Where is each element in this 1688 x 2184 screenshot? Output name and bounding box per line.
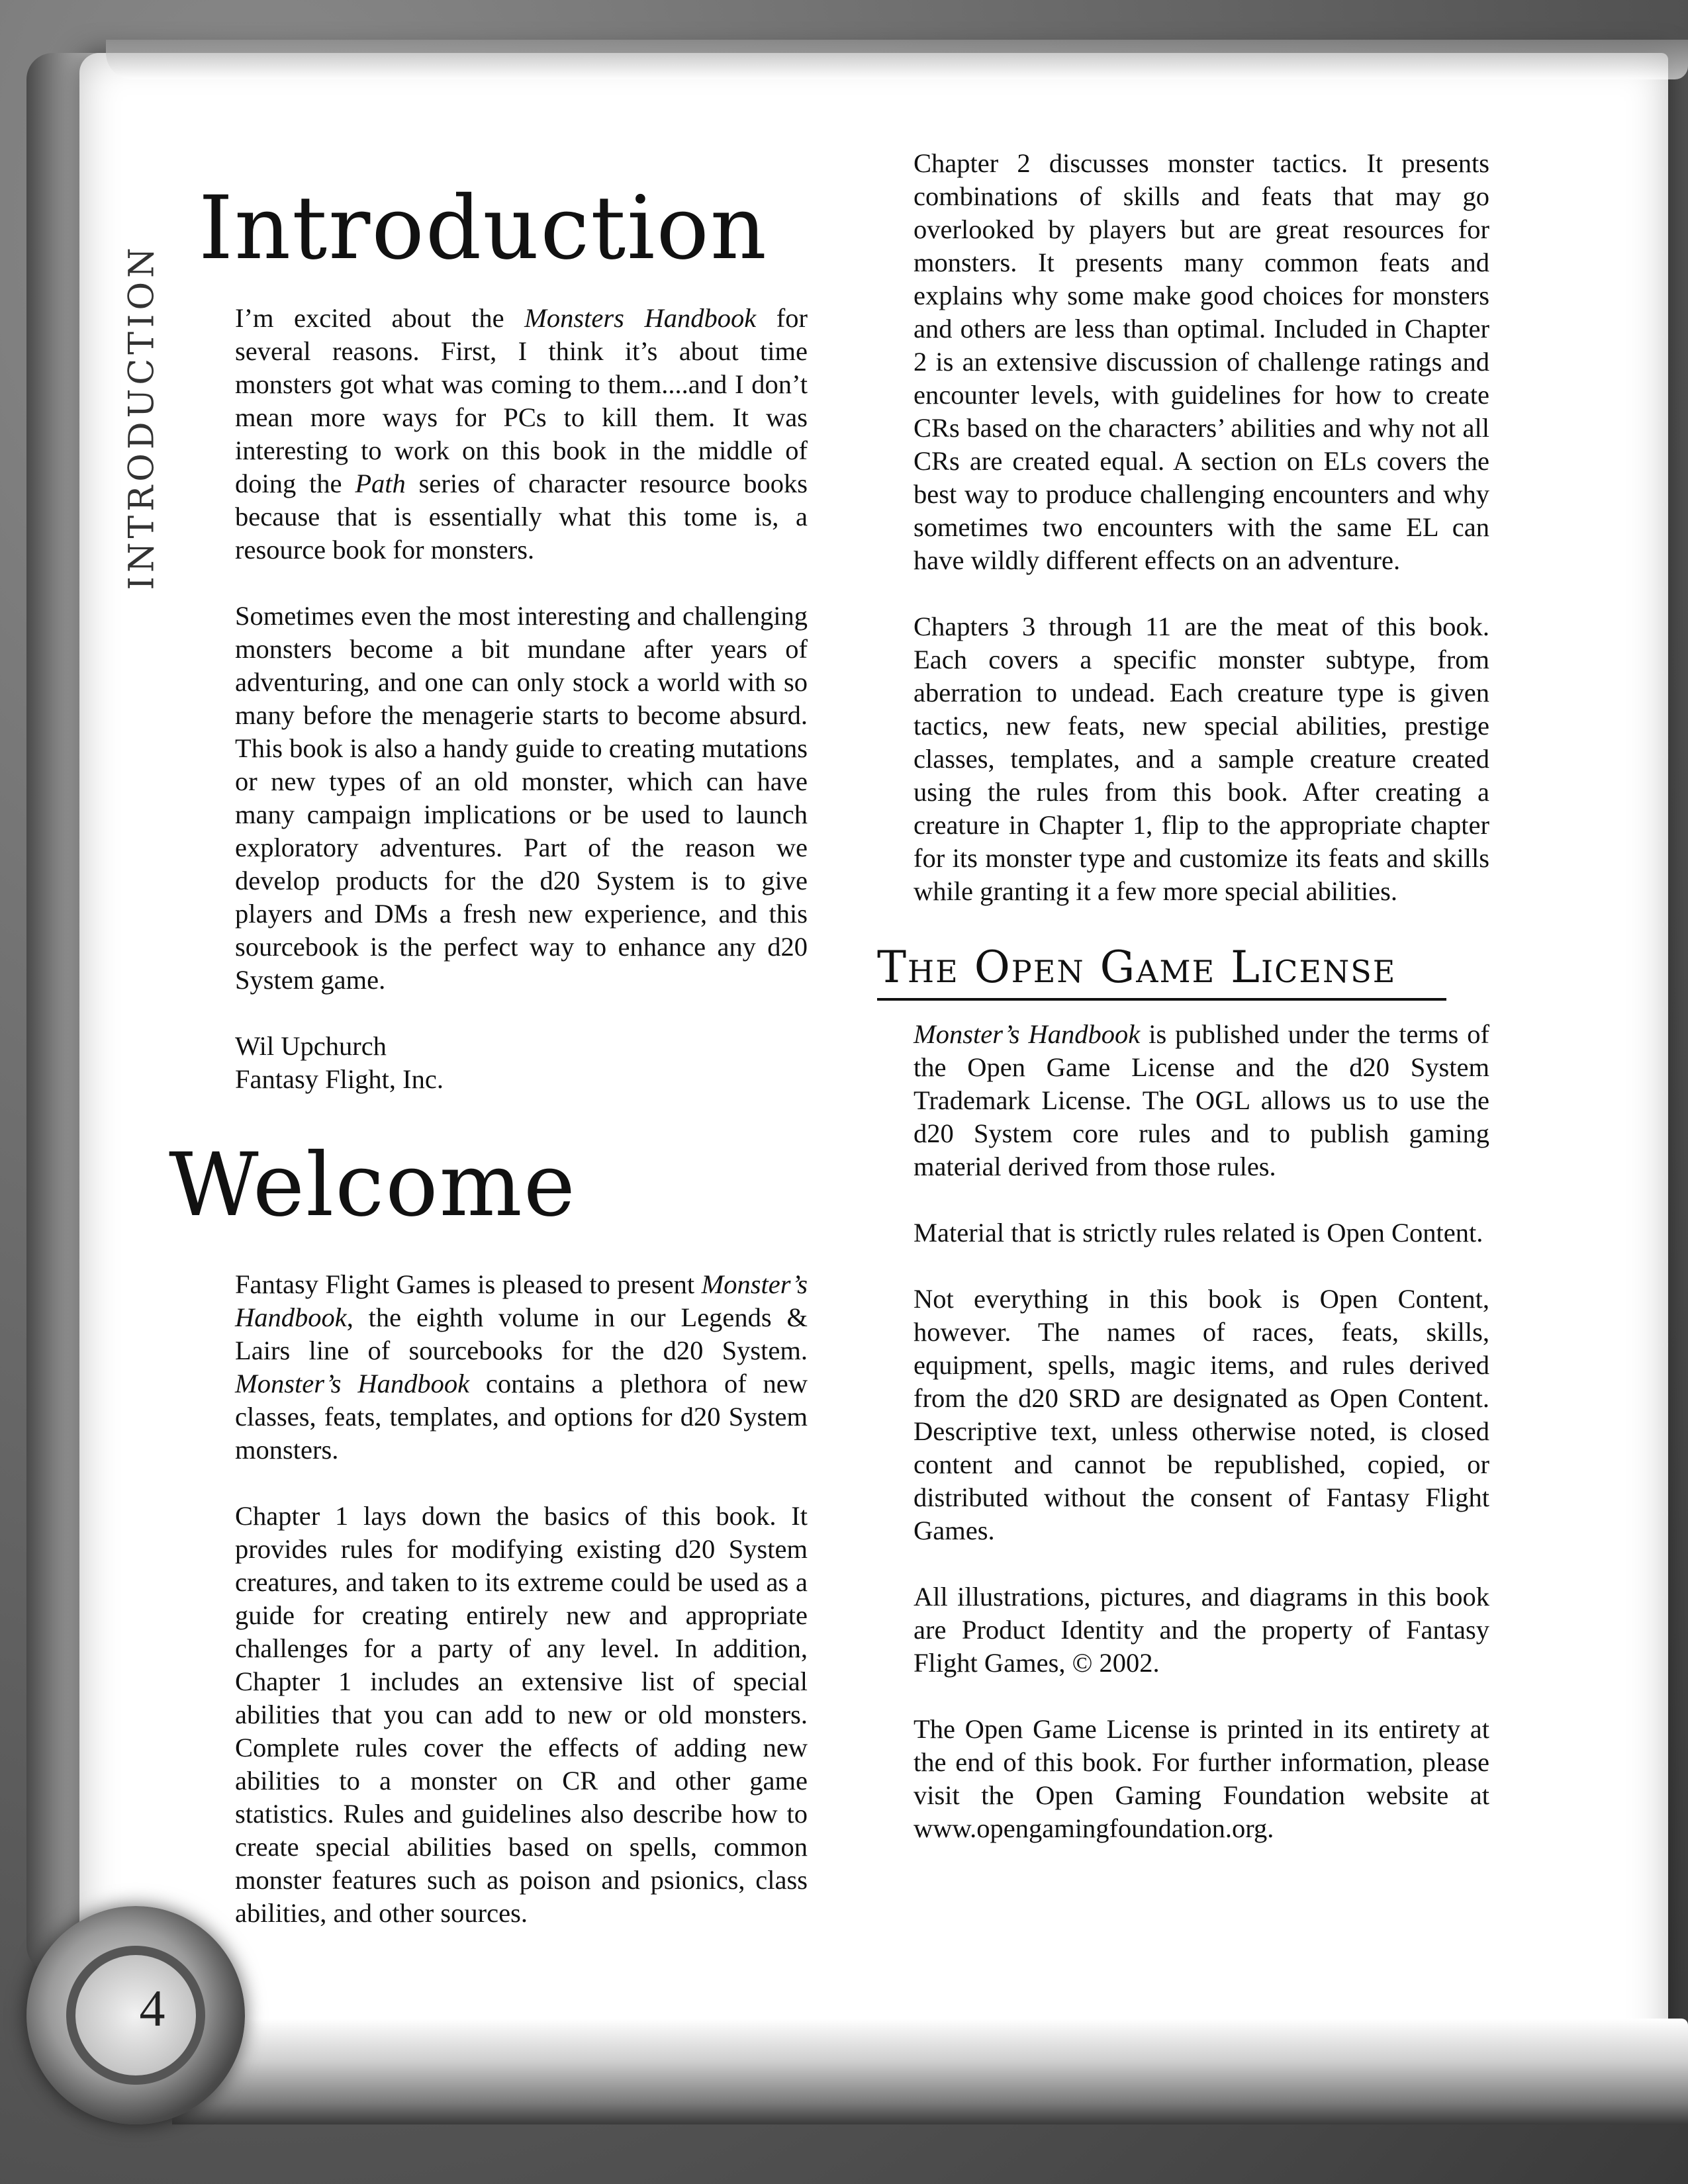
ogl-paragraph-4: All illustrations, pictures, and diagrams in this book are Product Identity and the property of Fantasy Flight Games, © 2002.	[914, 1582, 1489, 1678]
welcome-paragraph-2: Chapter 1 lays down the basics of this book. It provides rules for modifying existing d20 System creatures, and taken to its extreme could be used as a guide for creating entirely new and appropriate challenges for a party of any level. In addition, Chapter 1 includes an extensive list of special abilities that you can add to new or old monsters. Complete rules cover the effects of adding new abilities to a monster on CR and other game statistics. Rules and guidelines also describe how to create special abilities based on spells, common monster features such as poison and psionics, class abilities, and other sources.	[235, 1501, 808, 1928]
ogl-paragraph-3: Not everything in this book is Open Content, however. The names of races, feats, skills, equipment, spells, magic items, and rules derived from the d20 SRD are designated as Open Content. Descriptive text, unless otherwise noted, is closed content and cannot be republished, copied, or distributed without the consent of Fantasy Flight Games.	[914, 1284, 1489, 1545]
intro-paragraph-2: Sometimes even the most interesting and challenging monsters become a bit mundane after years of adventuring, and one can only stock a world with so many before the menagerie starts to become absurd. This book is also a handy guide to creating mutations or new types of an old monster, which can have many campaign implications or be used to launch exploratory adventures. Part of the reason we develop products for the d20 System is to give players and DMs a fresh new experience, and this sourcebook is the perfect way to enhance any d20 System game.	[235, 601, 808, 995]
intro-paragraph-1: I’m excited about the Monsters Handbook for several reasons. First, I think it’s about time monsters got what was coming to them....and I don’t mean more ways for PCs to kill them. It was interesting to work on this book in the middle of doing the Path series of character resource books because that is essentially what this tome is, a resource book for monsters.	[235, 303, 808, 565]
torn-top-edge	[106, 40, 1688, 79]
welcome-heading: Welcome	[169, 1134, 577, 1236]
ogl-paragraph-2: Material that is strictly rules related is Open Content.	[914, 1218, 1483, 1248]
signature-company: Fantasy Flight, Inc.	[235, 1064, 444, 1094]
ogl-paragraph-1: Monster’s Handbook is published under the terms of the Open Game License and the d20 System Trademark License. The OGL allows us to use the d20 System core rules and to publish gaming material derived from those rules.	[914, 1019, 1489, 1181]
chapter-side-tab	[116, 244, 169, 590]
left-column	[169, 152, 808, 1930]
introduction-heading: Introduction	[199, 177, 768, 279]
right-column	[877, 147, 1489, 1845]
welcome-paragraph-1: Fantasy Flight Games is pleased to present Monster’s Handbook, the eighth volume in our Legends & Lairs line of sourcebooks for the d20 System. Monster’s Handbook contains a plethora of new classes, feats, templates, and options for d20 System monsters.	[235, 1269, 808, 1465]
page-number: 4	[139, 1979, 165, 2037]
ogl-heading: The Open Game License	[877, 941, 1446, 1001]
signature-name: Wil Upchurch	[235, 1031, 387, 1061]
signature	[235, 1030, 808, 1096]
side-tab-label: INTRODUCTION	[122, 244, 163, 590]
chapters-3-11-paragraph: Chapters 3 through 11 are the meat of this book. Each covers a specific monster subtype, from aberration to undead. Each creature type is given tactics, new feats, new special abilities, prestige classes, templates, and a sample creature created using the rules from this book. After creating a creature in Chapter 1, flip to the appropriate chapter for its monster type and customize its feats and skills while granting it a few more special abilities.	[914, 612, 1489, 906]
bottom-scroll-border	[172, 2019, 1688, 2124]
chapter-2-paragraph: Chapter 2 discusses monster tactics. It presents combinations of skills and feats that may go overlooked by players but are great resources for monsters. It presents many common feats and explains why some make good choices for monsters and others are less than optimal. Included in Chapter 2 is an extensive discussion of challenge ratings and encounter levels, with guidelines for how to create CRs based on the characters’ abilities and why not all CRs are created equal. A section on ELs covers the best way to produce challenging encounters and why sometimes two encounters with the same EL can have wildly different effects on an adventure.	[914, 148, 1489, 575]
ogl-paragraph-5: The Open Game License is printed in its entirety at the end of this book. For further information, please visit the Open Gaming Foundation website at www.opengamingfoundation.org.	[914, 1714, 1489, 1843]
